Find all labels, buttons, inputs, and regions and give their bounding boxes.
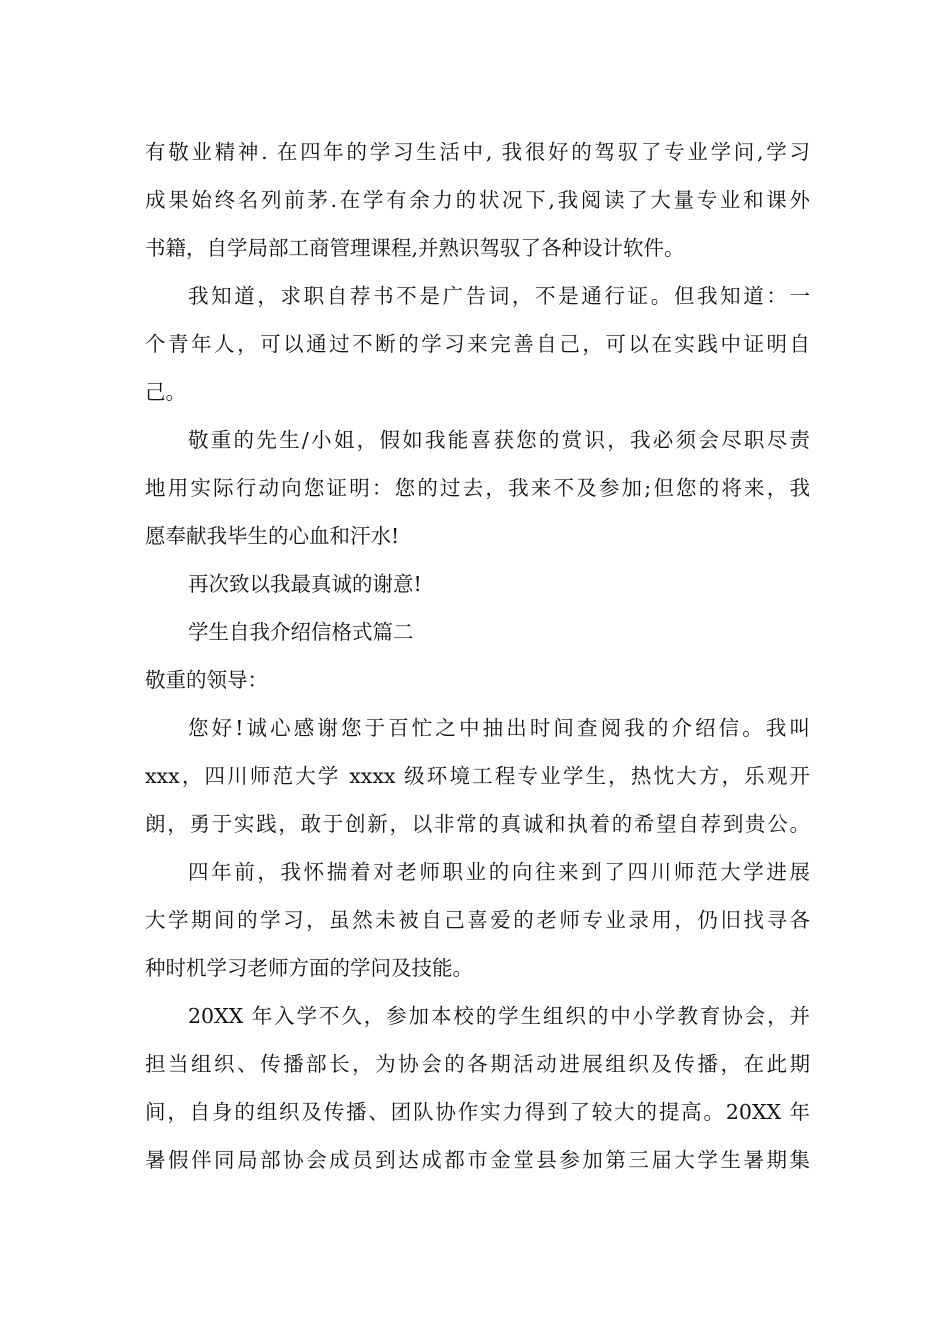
text-line: 大学期间的学习，虽然未被自己喜爱的老师专业录用，仍旧找寻各 bbox=[145, 908, 810, 932]
text-line: 再次致以我最真诚的谢意! bbox=[188, 572, 422, 596]
text-line: 有敬业精神. 在四年的学习生活中, 我很好的驾驭了专业学问,学习 bbox=[145, 140, 810, 164]
text-line: 愿奉献我毕生的心血和汗水! bbox=[145, 524, 400, 548]
text-line: 我知道，求职自荐书不是广告词，不是通行证。但我知道：一 bbox=[188, 284, 810, 308]
text-line: 敬重的先生/小姐，假如我能喜获您的赏识，我必须会尽职尽责 bbox=[188, 428, 810, 452]
text-line: 暑假伴同局部协会成员到达成都市金堂县参加第三届大学生暑期集 bbox=[145, 1148, 810, 1172]
text-line: 成果始终名列前茅.在学有余力的状况下,我阅读了大量专业和课外 bbox=[145, 188, 810, 212]
text-line: 种时机学习老师方面的学问及技能。 bbox=[145, 956, 473, 980]
text-line: xxx，四川师范大学 xxxx 级环境工程专业学生，热忱大方，乐观开 bbox=[145, 764, 810, 788]
document-body bbox=[145, 128, 810, 1184]
text-line: 个青年人，可以通过不断的学习来完善自己，可以在实践中证明自 bbox=[145, 332, 810, 356]
text-line: 书籍，自学局部工商管理课程,并熟识驾驭了各种设计软件。 bbox=[145, 236, 685, 260]
text-line: 朗，勇于实践，敢于创新，以非常的真诚和执着的希望自荐到贵公。 bbox=[145, 812, 810, 836]
text-line: 间，自身的组织及传播、团队协作实力得到了较大的提高。20XX 年 bbox=[145, 1100, 810, 1124]
salutation: 敬重的领导： bbox=[145, 668, 268, 692]
text-line: 20XX 年入学不久，参加本校的学生组织的中小学教育协会，并 bbox=[188, 1004, 810, 1028]
text-line: 担当组织、传播部长，为协会的各期活动进展组织及传播，在此期 bbox=[145, 1052, 810, 1076]
text-line: 您好!诚心感谢您于百忙之中抽出时间查阅我的介绍信。我叫 bbox=[188, 716, 810, 740]
text-line: 四年前，我怀揣着对老师职业的向往来到了四川师范大学进展 bbox=[188, 860, 810, 884]
text-line: 己。 bbox=[145, 380, 186, 404]
text-line: 地用实际行动向您证明：您的过去，我来不及参加;但您的将来，我 bbox=[145, 476, 810, 500]
section-heading: 学生自我介绍信格式篇二 bbox=[188, 620, 414, 644]
